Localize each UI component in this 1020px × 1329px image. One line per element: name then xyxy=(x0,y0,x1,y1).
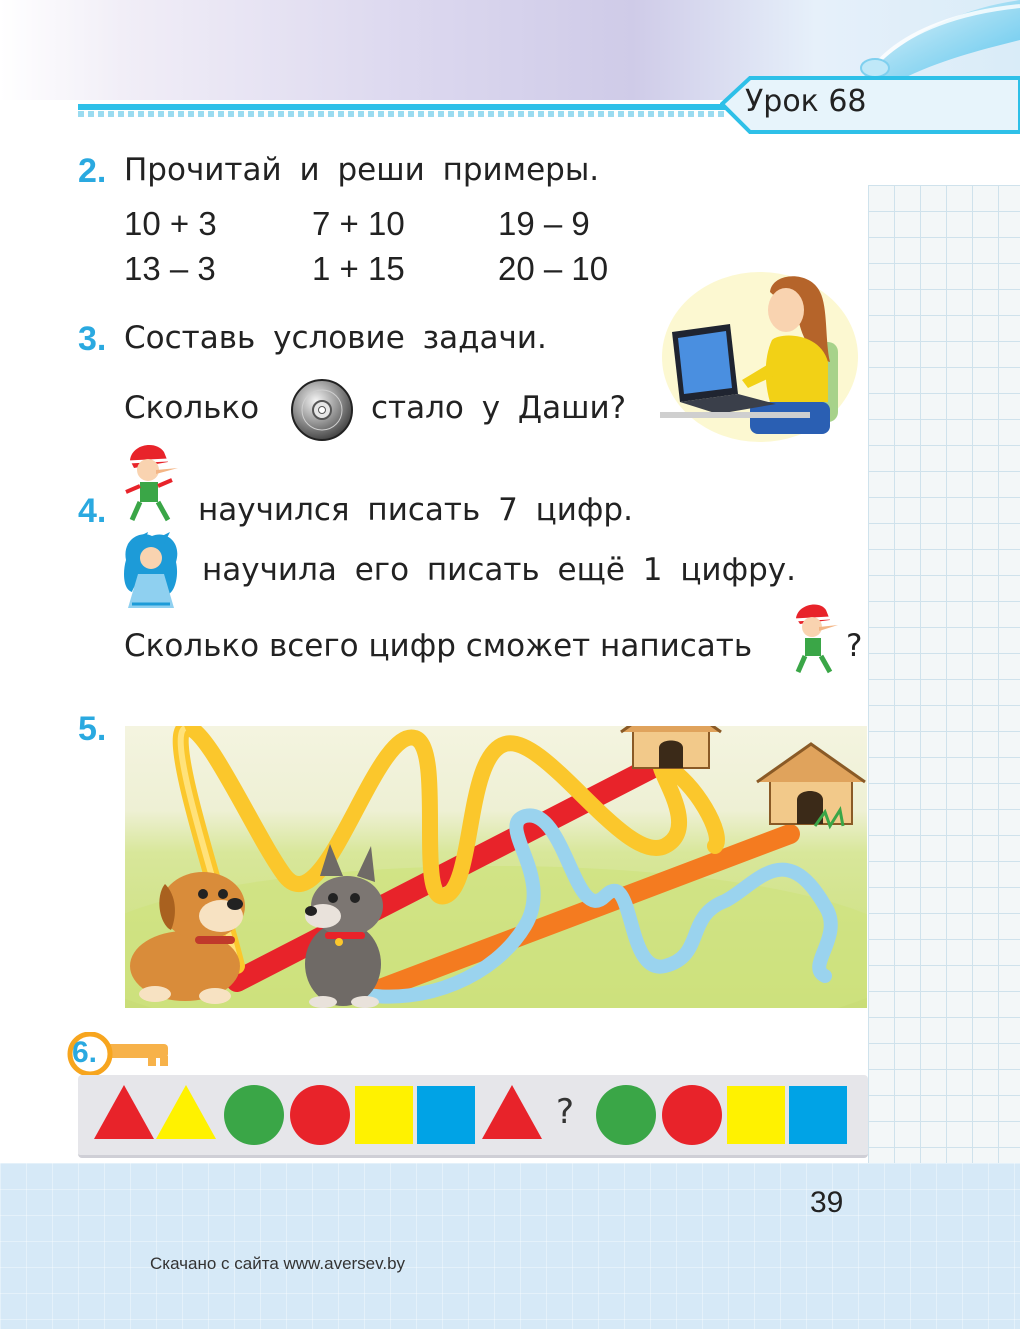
task-4-number: 4. xyxy=(78,492,107,530)
task-6-number: 6. xyxy=(72,1036,98,1069)
example-1-3: 19 – 9 xyxy=(498,205,590,242)
yellow-square-shape xyxy=(355,1086,413,1144)
example-2-2: 1 + 15 xyxy=(312,250,405,287)
page-curl-icon xyxy=(820,0,1020,80)
example-1-1: 10 + 3 xyxy=(124,205,217,242)
red-circle-shape xyxy=(290,1085,350,1145)
green-circle-shape xyxy=(224,1085,284,1145)
red-triangle-shape xyxy=(482,1085,542,1139)
red-circle-shape xyxy=(662,1085,722,1145)
girl-at-laptop-illustration xyxy=(660,262,860,442)
pinocchio-icon xyxy=(118,440,184,526)
disc-icon xyxy=(288,378,356,442)
example-1-2: 7 + 10 xyxy=(312,205,405,242)
task-4-question-mark: ? xyxy=(846,628,863,664)
task-4-line-2: научила его писать ещё 1 цифру. xyxy=(202,552,796,588)
doghouse-1-icon xyxy=(621,726,721,768)
yellow-square-shape xyxy=(727,1086,785,1144)
header-rule xyxy=(78,104,728,110)
example-2-1: 13 – 3 xyxy=(124,250,216,287)
example-2-3: 20 – 10 xyxy=(498,250,609,287)
grid-decoration-bottom xyxy=(0,1163,1020,1329)
task-2-number: 2. xyxy=(78,152,107,190)
red-triangle-shape xyxy=(94,1085,154,1139)
yellow-triangle-shape xyxy=(156,1085,216,1139)
source-note: Скачано с сайта www.aversev.by xyxy=(150,1254,406,1273)
task-4-line-3: Сколько всего цифр сможет написать xyxy=(124,628,753,664)
task-3-question-start: Сколько xyxy=(124,390,260,426)
lesson-title: Урок 68 xyxy=(745,84,867,119)
blue-square-shape xyxy=(417,1086,475,1144)
task-4-line-1: научился писать 7 цифр. xyxy=(198,492,633,528)
task-3-number: 3. xyxy=(78,320,107,358)
header-rule-wave xyxy=(78,111,728,117)
maze-picture xyxy=(125,726,867,1008)
dogs-and-doghouses-maze xyxy=(125,726,867,1008)
malvina-icon xyxy=(118,530,184,614)
grid-decoration-right xyxy=(868,185,1020,1165)
sequence-question-mark: ? xyxy=(556,1092,575,1132)
doghouse-2-icon xyxy=(757,744,865,826)
task-3-instruction: Составь условие задачи. xyxy=(124,320,547,356)
page-number: 39 xyxy=(810,1186,844,1219)
blue-square-shape xyxy=(789,1086,847,1144)
task-2-instruction: Прочитай и реши примеры. xyxy=(124,152,600,188)
task-3-question-end: стало у Даши? xyxy=(371,390,627,426)
green-circle-shape xyxy=(596,1085,656,1145)
pinocchio-icon-small xyxy=(786,600,844,676)
shapes-sequence xyxy=(78,1075,868,1155)
task-5-number: 5. xyxy=(78,710,107,748)
